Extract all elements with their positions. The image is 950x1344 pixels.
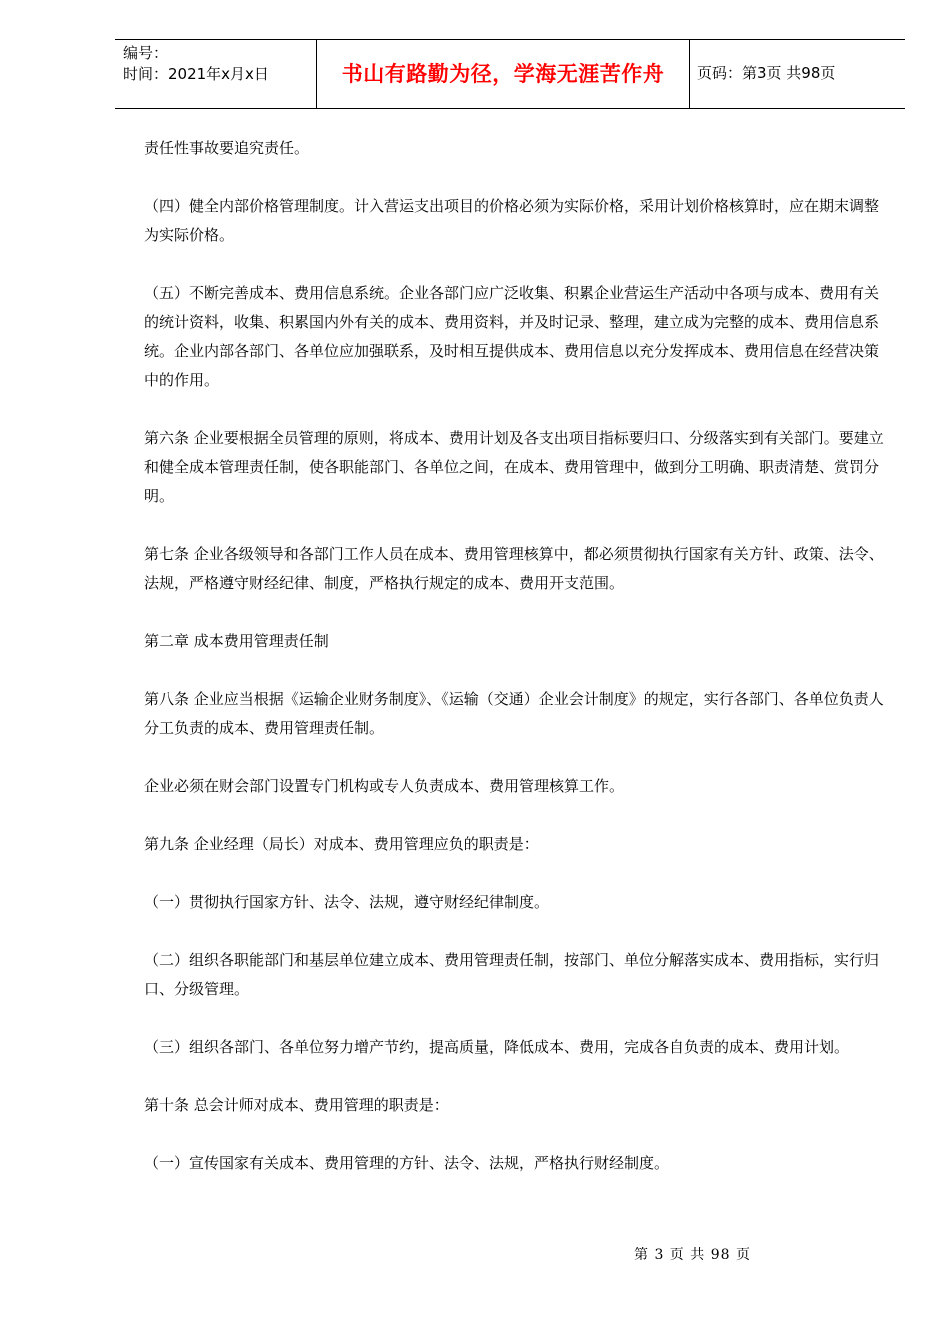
header-meta <box>123 43 269 85</box>
paragraph: 第六条 企业要根据全员管理的原则，将成本、费用计划及各支出项目指标要归口、分级落实到有关部门。要建立和健全成本管理责任制，使各职能部门、各单位之间，在成本、费用管理中，做到分工明确、职责清楚、赏罚分明。 <box>144 429 884 505</box>
paragraph: 第八条 企业应当根据《运输企业财务制度》、《运输（交通）企业会计制度》的规定，实行各部门、各单位负责人分工负责的成本、费用管理责任制。 <box>144 690 884 737</box>
paragraph: （一）贯彻执行国家方针、法令、法规，遵守财经纪律制度。 <box>144 893 550 911</box>
chapter-heading: 第二章 成本费用管理责任制 <box>144 632 329 650</box>
page-footer: 第 3 页 共 98 页 <box>634 1247 751 1263</box>
paragraph: （四）健全内部价格管理制度。计入营运支出项目的价格必须为实际价格，采用计划价格核算时，应在期末调整为实际价格。 <box>144 197 880 244</box>
paragraph: 企业必须在财会部门设置专门机构或专人负责成本、费用管理核算工作。 <box>144 777 625 795</box>
paragraph: 第九条 企业经理（局长）对成本、费用管理应负的职责是： <box>144 835 539 853</box>
paragraph: （一）宣传国家有关成本、费用管理的方针、法令、法规，严格执行财经制度。 <box>144 1154 670 1172</box>
paragraph: 第十条 总会计师对成本、费用管理的职责是： <box>144 1096 449 1114</box>
paragraph: （三）组织各部门、各单位努力增产节约，提高质量，降低成本、费用，完成各自负责的成本、费用计划。 <box>144 1038 850 1056</box>
document-time-label: 时间：2021年x月x日 <box>123 65 269 83</box>
document-body <box>144 134 884 1207</box>
paragraph: （五）不断完善成本、费用信息系统。企业各部门应广泛收集、积累企业营运生产活动中各项与成本、费用有关的统计资料，收集、积累国内外有关的成本、费用资料，并及时记录、整理，建立成为完整的成本、费用信息系统。企业内部各部门、各单位应加强联系，及时相互提供成本、费用信息以充分发挥成本、费用信息在经营决策中的作用。 <box>144 284 880 389</box>
header-divider-right <box>689 40 690 108</box>
paragraph: 第七条 企业各级领导和各部门工作人员在成本、费用管理核算中，都必须贯彻执行国家有关方针、政策、法令、法规，严格遵守财经纪律、制度，严格执行规定的成本、费用开支范围。 <box>144 545 884 592</box>
header-motto: 书山有路勤为径，学海无涯苦作舟 <box>341 62 665 86</box>
paragraph: （二）组织各职能部门和基层单位建立成本、费用管理责任制，按部门、单位分解落实成本、费用指标，实行归口、分级管理。 <box>144 951 880 998</box>
page-header <box>115 39 905 109</box>
paragraph: 责任性事故要追究责任。 <box>144 139 310 157</box>
header-page-code: 页码：第3页 共98页 <box>697 64 836 82</box>
document-number-label: 编号： <box>123 44 169 62</box>
